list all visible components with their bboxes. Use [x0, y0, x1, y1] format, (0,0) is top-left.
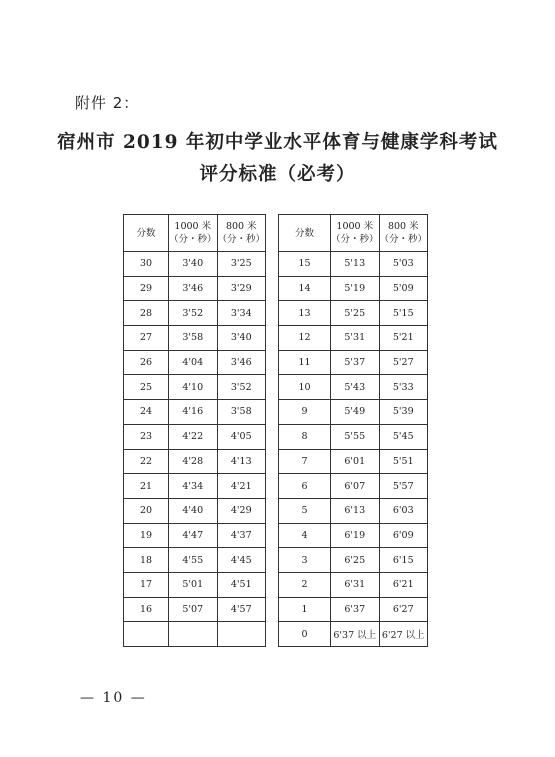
score-cell: 0 — [279, 622, 331, 647]
table-row — [279, 375, 428, 400]
time-800m-cell: 3'25 — [217, 252, 266, 277]
header-800m-label: 800 米 — [225, 221, 257, 232]
score-cell: 3 — [279, 548, 331, 573]
header-800m — [379, 215, 428, 252]
score-cell: 14 — [279, 276, 331, 301]
time-800m-cell: 3'58 — [217, 400, 266, 425]
time-800m-cell: 6'09 — [379, 523, 428, 548]
time-1000m-cell: 5'07 — [169, 597, 218, 622]
score-cell: 29 — [124, 276, 169, 301]
score-cell: 7 — [279, 449, 331, 474]
table-row — [279, 400, 428, 425]
time-1000m-cell: 3'52 — [169, 301, 218, 326]
time-1000m-cell: 6'31 — [331, 572, 380, 597]
time-1000m-cell: 5'25 — [331, 301, 380, 326]
score-cell: 13 — [279, 301, 331, 326]
time-800m-cell: 6'27 以上 — [379, 622, 428, 647]
table-row — [124, 301, 266, 326]
document-subtitle: 评分标准（必考） — [199, 164, 356, 185]
table-row — [124, 375, 266, 400]
time-1000m-cell: 6'13 — [331, 498, 380, 523]
table-row — [279, 498, 428, 523]
table-row — [279, 548, 428, 573]
time-800m-cell: 4'13 — [217, 449, 266, 474]
time-800m-cell: 5'15 — [379, 301, 428, 326]
time-800m-cell: 4'57 — [217, 597, 266, 622]
score-cell: 24 — [124, 400, 169, 425]
table-row — [124, 597, 266, 622]
score-cell: 9 — [279, 400, 331, 425]
table-row — [124, 252, 266, 277]
time-1000m-cell: 4'10 — [169, 375, 218, 400]
table-row — [279, 276, 428, 301]
table-row — [279, 597, 428, 622]
time-800m-cell: 4'29 — [217, 498, 266, 523]
score-cell: 15 — [279, 252, 331, 277]
table-row — [279, 350, 428, 375]
header-1000m — [331, 215, 380, 252]
time-1000m-cell: 3'46 — [169, 276, 218, 301]
time-1000m-cell: 5'13 — [331, 252, 380, 277]
score-cell: 4 — [279, 523, 331, 548]
header-1000m-label: 1000 米 — [174, 221, 212, 232]
score-cell: 30 — [124, 252, 169, 277]
time-1000m-cell: 5'37 — [331, 350, 380, 375]
table-row — [124, 474, 266, 499]
table-row — [279, 301, 428, 326]
time-1000m-cell: 6'19 — [331, 523, 380, 548]
time-800m-cell: 6'27 — [379, 597, 428, 622]
time-800m-cell: 4'21 — [217, 474, 266, 499]
score-cell: 8 — [279, 424, 331, 449]
time-1000m-cell: 4'34 — [169, 474, 218, 499]
time-1000m-cell: 6'37 以上 — [331, 622, 380, 647]
page-number: — 10 — — [80, 690, 147, 706]
score-cell: 25 — [124, 375, 169, 400]
score-cell: 18 — [124, 548, 169, 573]
time-800m-cell: 4'05 — [217, 424, 266, 449]
time-1000m-cell: 5'19 — [331, 276, 380, 301]
header-1000m-unit: （分・秒） — [331, 234, 379, 245]
time-1000m-cell: 6'01 — [331, 449, 380, 474]
time-1000m-cell: 4'47 — [169, 523, 218, 548]
time-1000m-cell: 5'31 — [331, 326, 380, 351]
score-cell — [124, 622, 169, 647]
table-row — [124, 449, 266, 474]
time-1000m-cell: 4'22 — [169, 424, 218, 449]
time-800m-cell: 5'33 — [379, 375, 428, 400]
time-800m-cell: 3'40 — [217, 326, 266, 351]
score-cell: 10 — [279, 375, 331, 400]
table-row — [279, 523, 428, 548]
score-cell: 27 — [124, 326, 169, 351]
table-header-row — [279, 215, 428, 252]
time-800m-cell: 5'45 — [379, 424, 428, 449]
header-1000m-unit: （分・秒） — [169, 234, 217, 245]
time-800m-cell: 6'03 — [379, 498, 428, 523]
time-1000m-cell: 5'43 — [331, 375, 380, 400]
header-800m-unit: （分・秒） — [217, 234, 266, 245]
score-table-right — [278, 214, 428, 647]
score-cell: 20 — [124, 498, 169, 523]
time-800m-cell: 6'15 — [379, 548, 428, 573]
score-cell: 11 — [279, 350, 331, 375]
time-800m-cell: 5'57 — [379, 474, 428, 499]
table-row — [124, 424, 266, 449]
attachment-label: 附件 2： — [75, 94, 140, 112]
time-1000m-cell: 6'07 — [331, 474, 380, 499]
time-800m-cell: 4'51 — [217, 572, 266, 597]
header-score: 分数 — [124, 215, 169, 252]
score-cell: 5 — [279, 498, 331, 523]
table-row — [124, 326, 266, 351]
time-1000m-cell: 5'49 — [331, 400, 380, 425]
time-1000m-cell: 4'55 — [169, 548, 218, 573]
table-row — [279, 572, 428, 597]
table-header-row — [124, 215, 266, 252]
document-title: 宿州市 2019 年初中学业水平体育与健康学科考试 — [57, 132, 498, 153]
time-800m-cell: 5'51 — [379, 449, 428, 474]
table-row — [124, 498, 266, 523]
table-row — [124, 350, 266, 375]
time-800m-cell: 5'27 — [379, 350, 428, 375]
header-800m-label: 800 米 — [387, 221, 419, 232]
time-800m-cell: 5'03 — [379, 252, 428, 277]
header-1000m — [169, 215, 218, 252]
score-cell: 16 — [124, 597, 169, 622]
time-800m-cell: 3'34 — [217, 301, 266, 326]
time-1000m-cell: 4'04 — [169, 350, 218, 375]
table-row — [279, 252, 428, 277]
time-1000m-cell: 3'58 — [169, 326, 218, 351]
table-row — [124, 276, 266, 301]
time-800m-cell: 3'52 — [217, 375, 266, 400]
table-row — [279, 326, 428, 351]
table-row — [124, 400, 266, 425]
header-800m — [217, 215, 266, 252]
table-row — [279, 424, 428, 449]
score-cell: 21 — [124, 474, 169, 499]
score-cell: 1 — [279, 597, 331, 622]
score-cell: 23 — [124, 424, 169, 449]
table-row — [279, 449, 428, 474]
time-800m-cell: 6'21 — [379, 572, 428, 597]
time-1000m-cell: 4'16 — [169, 400, 218, 425]
header-1000m-label: 1000 米 — [336, 221, 374, 232]
time-1000m-cell — [169, 622, 218, 647]
time-800m-cell: 4'45 — [217, 548, 266, 573]
time-800m-cell: 5'09 — [379, 276, 428, 301]
time-1000m-cell: 3'40 — [169, 252, 218, 277]
score-cell: 17 — [124, 572, 169, 597]
score-cell: 12 — [279, 326, 331, 351]
time-800m-cell: 3'29 — [217, 276, 266, 301]
header-score: 分数 — [279, 215, 331, 252]
table-row — [279, 474, 428, 499]
table-row — [124, 622, 266, 647]
score-cell: 28 — [124, 301, 169, 326]
table-row — [279, 622, 428, 647]
time-800m-cell — [217, 622, 266, 647]
score-cell: 6 — [279, 474, 331, 499]
time-800m-cell: 3'46 — [217, 350, 266, 375]
time-800m-cell: 5'39 — [379, 400, 428, 425]
time-1000m-cell: 5'01 — [169, 572, 218, 597]
time-1000m-cell: 4'28 — [169, 449, 218, 474]
time-1000m-cell: 6'25 — [331, 548, 380, 573]
score-table-left — [123, 214, 266, 647]
table-row — [124, 548, 266, 573]
score-cell: 2 — [279, 572, 331, 597]
time-800m-cell: 5'21 — [379, 326, 428, 351]
time-800m-cell: 4'37 — [217, 523, 266, 548]
table-row — [124, 523, 266, 548]
table-row — [124, 572, 266, 597]
time-1000m-cell: 5'55 — [331, 424, 380, 449]
time-1000m-cell: 4'40 — [169, 498, 218, 523]
score-cell: 19 — [124, 523, 169, 548]
time-1000m-cell: 6'37 — [331, 597, 380, 622]
score-cell: 26 — [124, 350, 169, 375]
header-800m-unit: （分・秒） — [379, 234, 428, 245]
score-cell: 22 — [124, 449, 169, 474]
